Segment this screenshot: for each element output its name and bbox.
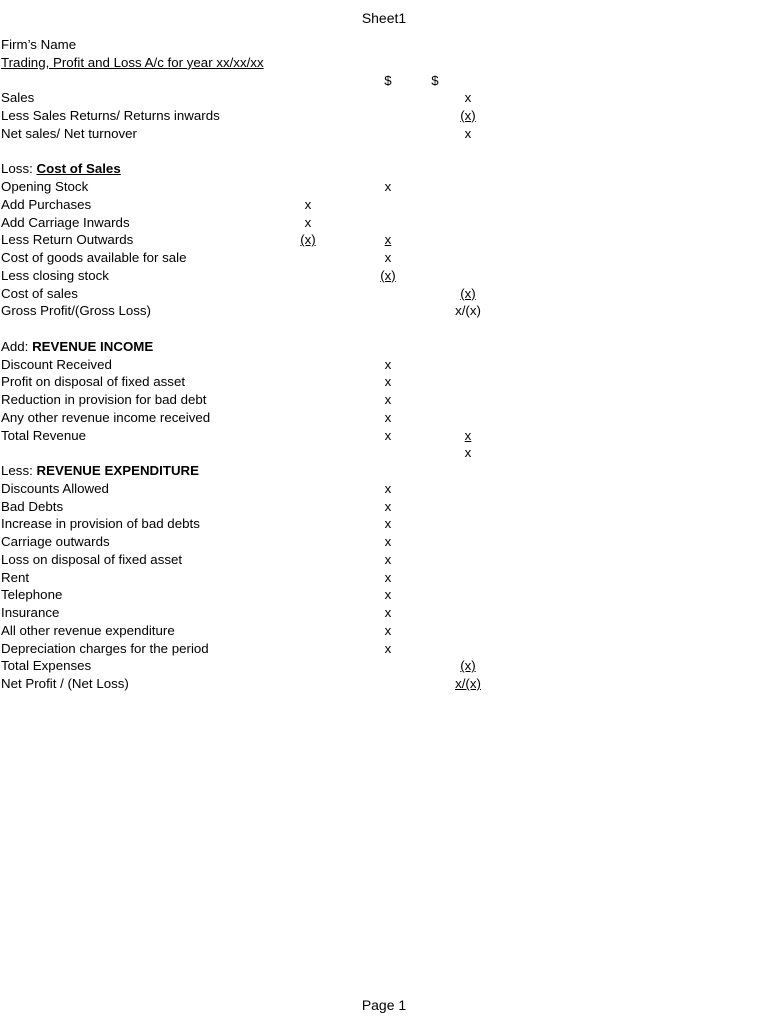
amount: x	[384, 498, 392, 514]
sales-row	[1, 89, 521, 107]
line-item-row	[1, 356, 521, 374]
row-label: Bad Debts	[1, 498, 64, 514]
amount: x	[384, 587, 392, 603]
currency-col2: $	[384, 72, 392, 88]
line-item-row	[1, 622, 521, 640]
statement-title-row	[1, 54, 521, 72]
amount: x	[384, 622, 392, 638]
amount: x	[384, 392, 392, 407]
line-item-row	[1, 604, 521, 622]
row-label: Discount Received	[1, 356, 112, 372]
closing-stock-row	[1, 267, 521, 285]
line-item-row	[1, 586, 521, 604]
blank-row	[1, 320, 521, 338]
revenue-expenditure-heading	[1, 462, 521, 480]
gross-profit-row	[1, 302, 521, 320]
net-profit-row	[1, 675, 521, 693]
section-prefix: Less:	[1, 463, 37, 478]
amount: (x)	[460, 108, 476, 123]
line-item-row	[1, 569, 521, 587]
amount: x	[304, 196, 312, 212]
row-label: Loss on disposal of fixed asset	[1, 551, 183, 567]
row-label: Rent	[1, 569, 30, 585]
page-footer: Page 1	[361, 997, 407, 1013]
section-heading: REVENUE EXPENDITURE	[36, 463, 200, 478]
line-item-row	[1, 480, 521, 498]
line-item-row	[1, 515, 521, 533]
return-outwards-row	[1, 231, 521, 249]
total-revenue-row	[1, 427, 521, 445]
amount: x	[384, 640, 392, 656]
amount: x	[464, 445, 472, 461]
net-sales-row	[1, 125, 521, 143]
row-label: Insurance	[1, 605, 60, 620]
amount: x	[464, 90, 472, 106]
revenue-subtotal-row	[1, 444, 521, 462]
line-item-row	[1, 373, 521, 391]
row-label: All other revenue expenditure	[1, 622, 175, 638]
goods-available-row	[1, 249, 521, 267]
section-heading: Cost of Sales	[36, 161, 121, 177]
amount: x	[384, 605, 392, 620]
row-label: Carriage outwards	[1, 534, 110, 549]
line-item-row	[1, 533, 521, 551]
amount: x	[384, 569, 392, 585]
amount: (x)	[380, 267, 396, 283]
line-item-row	[1, 640, 521, 658]
total-expenses-row	[1, 657, 521, 675]
firm-name: Firm’s Name	[1, 37, 77, 52]
amount: x	[384, 179, 392, 194]
amount: x/(x)	[455, 303, 481, 319]
amount: (x)	[460, 285, 476, 301]
row-label: Less Return Outwards	[1, 232, 134, 248]
amount: x	[384, 551, 392, 567]
page-header: Sheet1	[361, 10, 407, 26]
row-label: Less Sales Returns/ Returns inwards	[1, 108, 220, 123]
row-label: Sales	[1, 90, 35, 106]
line-item-row	[1, 498, 521, 516]
cost-of-sales-row	[1, 285, 521, 303]
amount: x	[464, 125, 472, 141]
amount: x	[464, 427, 472, 443]
amount: x	[384, 516, 392, 532]
amount: x/(x)	[455, 676, 481, 691]
section-prefix: Loss:	[1, 161, 37, 177]
row-label: Gross Profit/(Gross Loss)	[1, 303, 151, 319]
amount: (x)	[300, 232, 316, 248]
revenue-income-heading	[1, 338, 521, 356]
statement-title: Trading, Profit and Loss A/c for year xx/xx/xx	[1, 54, 264, 70]
row-label: Telephone	[1, 587, 63, 603]
row-label: Total Revenue	[1, 427, 87, 443]
amount: x	[384, 374, 392, 390]
amount: x	[304, 214, 312, 230]
line-item-row	[1, 391, 521, 409]
row-label: Cost of goods available for sale	[1, 250, 187, 265]
amount: x	[384, 250, 392, 265]
line-item-row	[1, 409, 521, 427]
row-label: Reduction in provision for bad debt	[1, 392, 207, 407]
currency-col3: $	[431, 72, 439, 88]
row-label: Profit on disposal of fixed asset	[1, 374, 186, 390]
firm-name-row	[1, 36, 521, 54]
amount: x	[384, 232, 392, 248]
profit-loss-statement	[1, 36, 521, 693]
amount: x	[384, 427, 392, 443]
row-label: Add Carriage Inwards	[1, 214, 130, 230]
row-label: Depreciation charges for the period	[1, 640, 209, 656]
row-label: Net Profit / (Net Loss)	[1, 676, 129, 691]
purchases-row	[1, 196, 521, 214]
row-label: Less closing stock	[1, 267, 109, 283]
amount: x	[384, 356, 392, 372]
row-label: Net sales/ Net turnover	[1, 125, 137, 141]
row-label: Increase in provision of bad debts	[1, 516, 200, 532]
row-label: Opening Stock	[1, 179, 89, 194]
cost-of-sales-heading	[1, 160, 521, 178]
row-label: Discounts Allowed	[1, 480, 109, 496]
amount: x	[384, 480, 392, 496]
row-label: Cost of sales	[1, 285, 78, 301]
currency-header-row	[1, 72, 521, 90]
line-item-row	[1, 551, 521, 569]
section-heading: REVENUE INCOME	[32, 338, 154, 354]
section-prefix: Add:	[1, 338, 33, 354]
amount: (x)	[460, 658, 476, 674]
row-label: Add Purchases	[1, 196, 92, 212]
opening-stock-row	[1, 178, 521, 196]
row-label: Any other revenue income received	[1, 409, 211, 425]
blank-row	[1, 143, 521, 161]
carriage-inwards-row	[1, 214, 521, 232]
row-label: Total Expenses	[1, 658, 92, 674]
amount: x	[384, 409, 392, 425]
sales-returns-row	[1, 107, 521, 125]
amount: x	[384, 534, 392, 549]
